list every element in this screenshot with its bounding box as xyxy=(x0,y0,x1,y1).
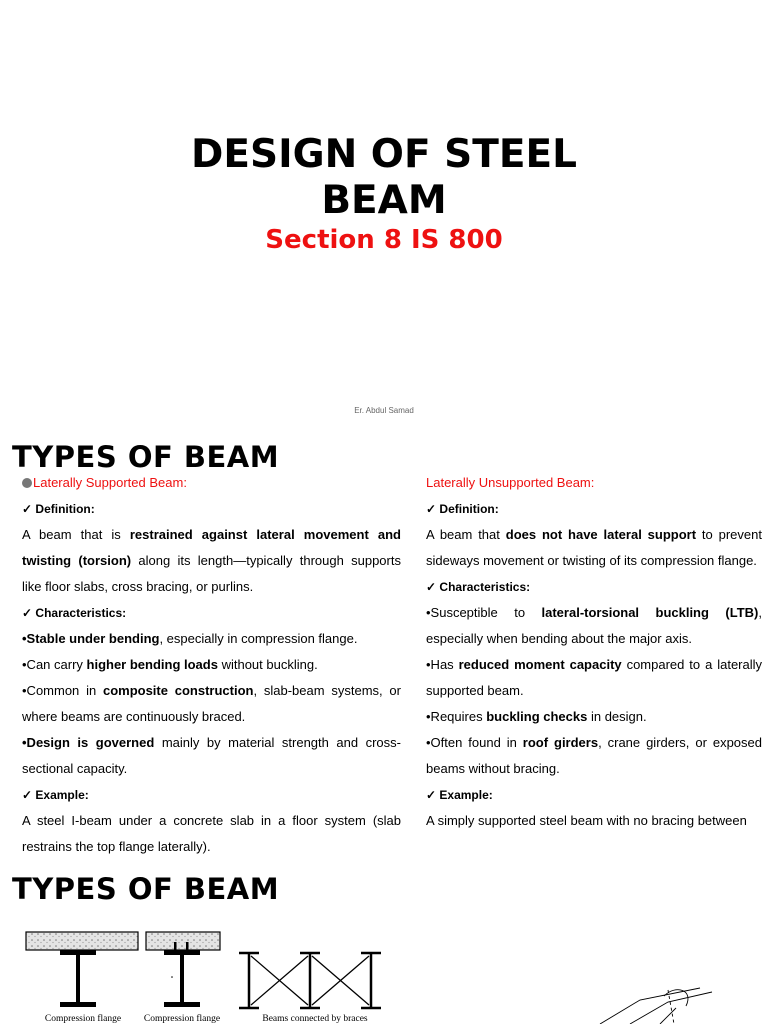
concrete-slab xyxy=(26,932,138,950)
centroid-mark xyxy=(171,976,173,978)
characteristic-item: •Has reduced moment capacity compared to a laterally supported beam. xyxy=(426,657,762,698)
characteristics-label: ✓ Characteristics: xyxy=(22,606,127,620)
check-icon: ✓ xyxy=(426,788,437,802)
caption: Compression flange xyxy=(143,1014,221,1024)
definition-label: ✓ Definition: xyxy=(22,502,95,516)
check-icon: ✓ xyxy=(426,580,437,594)
column-title: Laterally Supported Beam: xyxy=(22,470,401,496)
column-laterally-supported xyxy=(22,470,401,868)
column-title: Laterally Unsupported Beam: xyxy=(426,475,595,490)
compression-flange xyxy=(164,950,200,955)
title-slide xyxy=(0,0,768,430)
check-icon: ✓ xyxy=(426,502,437,516)
column-laterally-unsupported xyxy=(426,470,762,868)
check-icon: ✓ xyxy=(22,606,33,620)
check-icon: ✓ xyxy=(22,788,33,802)
characteristic-item: •Susceptible to lateral-torsional buckling (LTB), especially when bending about the major axis. xyxy=(426,605,762,646)
shear-connector xyxy=(186,942,189,951)
characteristic-item: •Design is governed mainly by material strength and cross-sectional capacity. xyxy=(22,735,401,776)
i-beam-with-connectors-figure xyxy=(144,932,220,1024)
page-title xyxy=(0,132,768,224)
bottom-flange xyxy=(60,1002,96,1007)
beam-1 xyxy=(239,953,259,1008)
beam-web xyxy=(76,955,80,1002)
characteristic-item: •Common in composite construction, slab-beam systems, or where beams are continuously braced. xyxy=(22,683,401,724)
bottom-flange xyxy=(164,1002,200,1007)
beam-2 xyxy=(300,953,320,1008)
title-line-2: BEAM xyxy=(321,178,447,223)
title-line-1: DESIGN OF STEEL xyxy=(190,132,578,177)
example-label: ✓ Example: xyxy=(426,788,493,802)
characteristic-item: •Often found in roof girders, crane girders, or exposed beams without bracing. xyxy=(426,735,762,776)
i-beam-under-slab-figure xyxy=(26,932,138,1024)
bullet-icon xyxy=(22,478,32,488)
check-icon: ✓ xyxy=(22,502,33,516)
section-heading-types: TYPES OF BEAM xyxy=(12,440,280,474)
characteristic-item: •Stable under bending, especially in compression flange. xyxy=(22,631,358,646)
characteristic-item: •Can carry higher bending loads without buckling. xyxy=(22,657,318,672)
shear-connector xyxy=(174,942,177,951)
section-heading-types-2: TYPES OF BEAM xyxy=(12,872,280,906)
example-text: A simply supported steel beam with no bracing between xyxy=(426,813,747,828)
characteristic-item: •Requires buckling checks in design. xyxy=(426,709,647,724)
beam-3 xyxy=(361,953,381,1008)
concrete-slab xyxy=(146,932,220,950)
author-credit: Er. Abdul Samad xyxy=(354,406,414,415)
partial-beam-sketch xyxy=(600,988,712,1024)
subtitle: Section 8 IS 800 xyxy=(265,225,503,255)
definition-text: A beam that does not have lateral support to prevent sideways movement or twisting of its compression flange. xyxy=(426,527,762,568)
caption: Beams connected by braces xyxy=(262,1014,368,1024)
characteristics-label: ✓ Characteristics: xyxy=(426,580,531,594)
beam-web xyxy=(180,955,184,1002)
example-text: A steel I-beam under a concrete slab in a floor system (slab restrains the top flange laterally). xyxy=(22,813,401,854)
definition-label: ✓ Definition: xyxy=(426,502,499,516)
definition-text: A beam that is restrained against lateral movement and twisting (torsion) along its length—typically through supports like floor slabs, cross bracing, or purlins. xyxy=(22,527,401,594)
compression-flange xyxy=(60,950,96,955)
example-label: ✓ Example: xyxy=(22,788,89,802)
braced-beams-figure xyxy=(239,953,381,1008)
beam-figures xyxy=(0,920,768,1024)
caption: Compression flange xyxy=(44,1014,122,1024)
